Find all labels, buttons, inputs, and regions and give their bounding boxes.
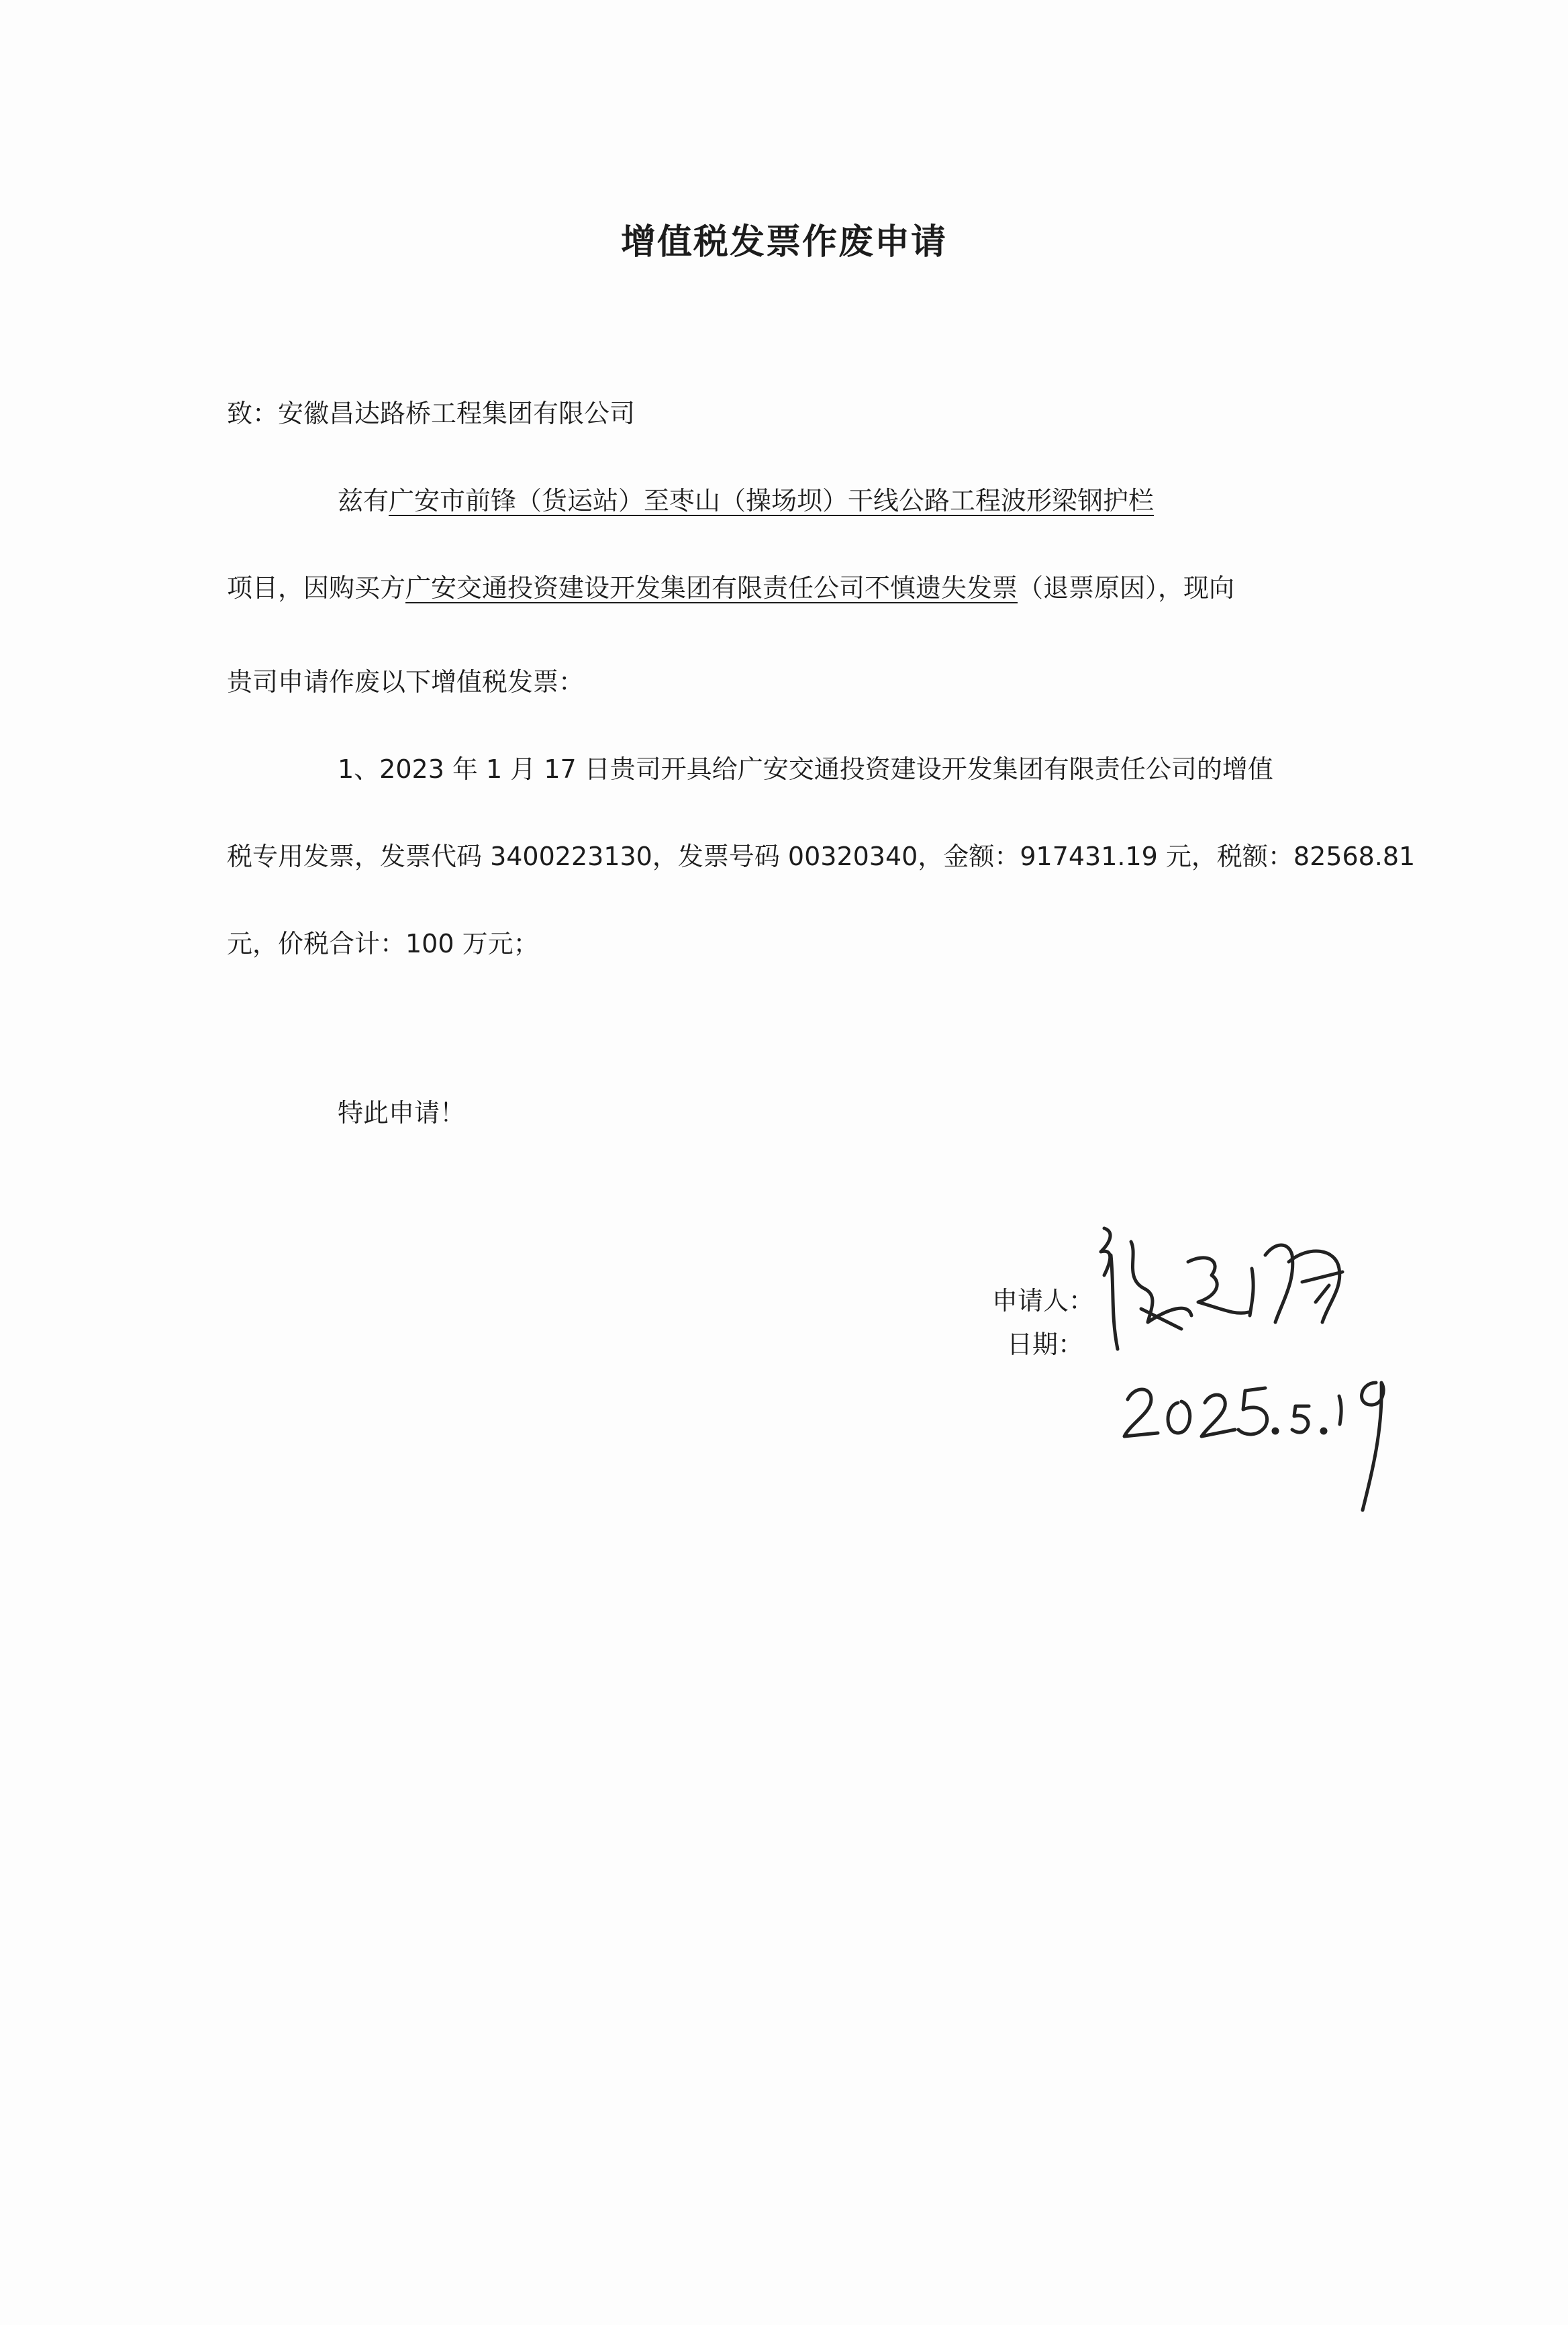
- item-1-line-1: 1、2023 年 1 月 17 日贵司开具给广安交通投资建设开发集团有限责任公司的增值: [338, 754, 1273, 784]
- signature-stroke-8: [1289, 1251, 1340, 1322]
- document-title: 增值税发票作废申请: [620, 222, 947, 262]
- paragraph-1-line-1: [338, 482, 1154, 520]
- signature-stroke-5: [1188, 1258, 1248, 1313]
- closing-line: 特此申请！: [338, 1098, 466, 1128]
- applicant-label: 申请人：: [992, 1286, 1095, 1316]
- paragraph-1-line-3: 贵司申请作废以下增值税发票：: [227, 667, 585, 697]
- signature-stroke-6: [1250, 1269, 1253, 1316]
- addressee-line: [227, 395, 635, 432]
- signature-stroke-1: [1101, 1228, 1110, 1275]
- date-digit-0: [1168, 1401, 1190, 1433]
- signature-stroke-10: [1316, 1285, 1329, 1302]
- date-label: 日期：: [1007, 1330, 1084, 1359]
- handwritten-signature: [1074, 1215, 1423, 1524]
- paragraph-1-line-2: [227, 569, 1234, 607]
- signature-stroke-9: [1302, 1272, 1342, 1282]
- para1-line2-lead: 项目，因购买方: [227, 573, 406, 603]
- project-name: 广安市前锋（货运站）至枣山（操场坝）干线公路工程波形梁钢护栏: [389, 486, 1155, 515]
- reason-note: （退票原因），现向: [1018, 573, 1235, 603]
- signature-stroke-2: [1111, 1255, 1118, 1349]
- date-dot-2: [1322, 1429, 1326, 1433]
- date-digit-5a: [1238, 1388, 1267, 1434]
- date-digit-2a: [1124, 1389, 1158, 1436]
- addressee-prefix: 致：: [227, 399, 279, 428]
- item-1-line-2: 税专用发票，发票代码 3400223130，发票号码 00320340，金额：917431.19 元，税额：82568.81: [227, 842, 1416, 871]
- signature-stroke-7: [1265, 1245, 1293, 1322]
- void-reason: 广安交通投资建设开发集团有限责任公司不慎遗失发票: [405, 573, 1018, 603]
- item-1-line-3: 元，价税合计：100 万元；: [227, 929, 539, 958]
- date-digit-2b: [1202, 1395, 1235, 1436]
- para1-lead: 兹有: [338, 486, 389, 515]
- date-digit-9: [1362, 1383, 1384, 1510]
- date-digit-1: [1339, 1396, 1341, 1424]
- date-dot-1: [1273, 1429, 1277, 1433]
- addressee-name: 安徽昌达路桥工程集团有限公司: [278, 399, 636, 428]
- date-digit-5b: [1292, 1406, 1309, 1432]
